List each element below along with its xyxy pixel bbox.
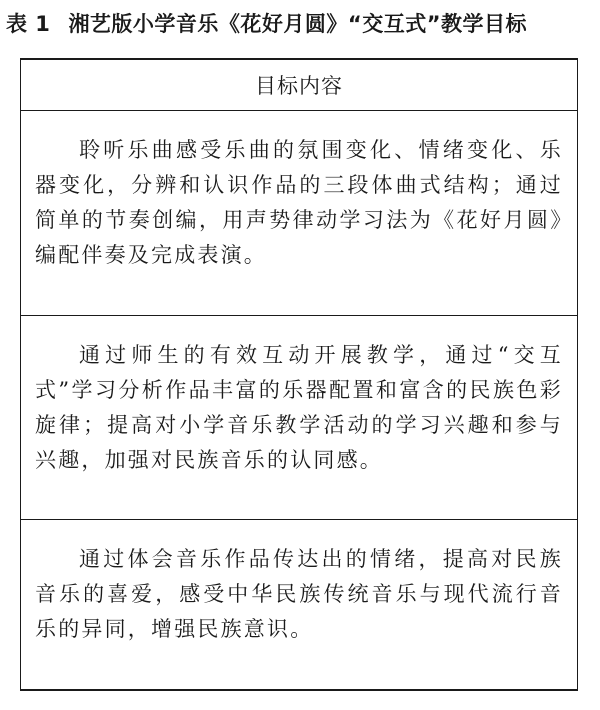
table-row: 通过体会音乐作品传达出的情绪，提高对民族音乐的喜爱，感受中华民族传统音乐与现代流行音乐的异同，增强民族意识。 [21,519,577,689]
table-row: 聆听乐曲感受乐曲的氛围变化、情绪变化、乐器变化，分辨和认识作品的三段体曲式结构；通过简单的节奏创编，用声势律动学习法为《花好月圆》编配伴奏及完成表演。 [35,138,563,267]
table-caption [6,8,596,38]
table-row: 通过师生的有效互动开展教学，通过“交互式”学习分析作品丰富的乐器配置和富含的民族色彩旋律；提高对小学音乐教学活动的学习兴趣和参与兴趣，加强对民族音乐的认同感。 [21,315,577,519]
objectives-table [20,58,578,691]
table-number: 表 1 [6,12,51,36]
table-header: 目标内容 [21,60,577,111]
table-title: 湘艺版小学音乐《花好月圆》“交互式”教学目标 [68,12,528,36]
